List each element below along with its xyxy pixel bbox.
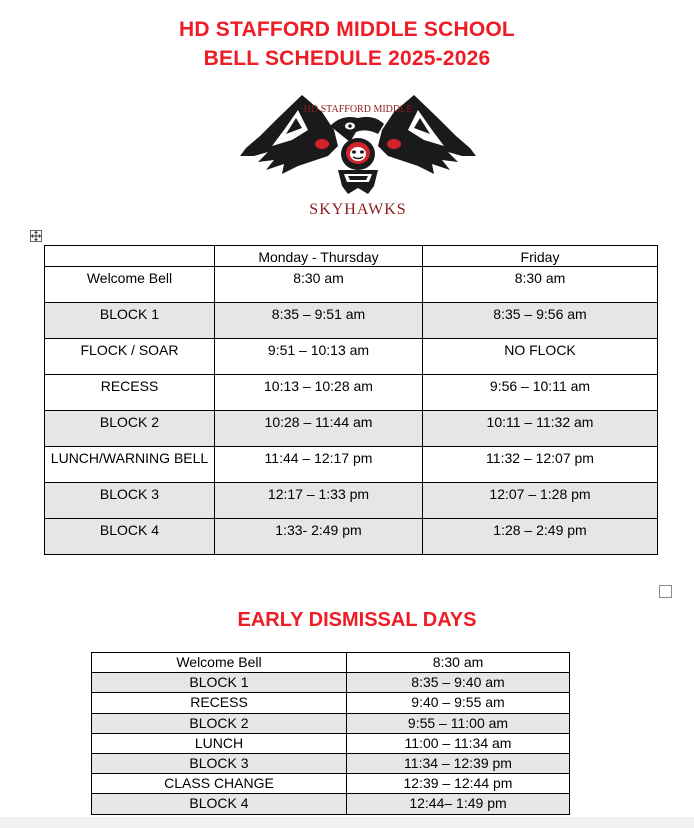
table-row (45, 339, 658, 375)
table-row (92, 733, 570, 753)
period-cell: CLASS CHANGE (92, 774, 347, 794)
period-cell: Welcome Bell (45, 267, 215, 303)
early-dismissal-title: EARLY DISMISSAL DAYS (237, 609, 477, 631)
time-cell: 12:44– 1:49 pm (347, 794, 570, 814)
time-cell: 8:35 – 9:40 am (347, 673, 570, 693)
table-resize-handle[interactable] (659, 585, 672, 598)
friday-time-cell: 11:32 – 12:07 pm (423, 447, 658, 483)
friday-time-cell: 8:30 am (423, 267, 658, 303)
period-cell: BLOCK 1 (92, 673, 347, 693)
period-cell: BLOCK 2 (45, 411, 215, 447)
period-cell: FLOCK / SOAR (45, 339, 215, 375)
time-cell: 9:40 – 9:55 am (347, 693, 570, 713)
mon-thu-time-cell: 1:33- 2:49 pm (215, 519, 423, 555)
early-dismissal-table (91, 652, 570, 815)
table-row (45, 267, 658, 303)
period-cell: BLOCK 2 (92, 713, 347, 733)
bell-schedule-table (44, 245, 658, 555)
mon-thu-time-cell: 12:17 – 1:33 pm (215, 483, 423, 519)
time-cell: 11:00 – 11:34 am (347, 733, 570, 753)
skyhawk-logo-icon (238, 90, 478, 220)
friday-time-cell: 8:35 – 9:56 am (423, 303, 658, 339)
mon-thu-time-cell: 10:13 – 10:28 am (215, 375, 423, 411)
time-cell: 9:55 – 11:00 am (347, 713, 570, 733)
table-row (45, 411, 658, 447)
period-cell: Welcome Bell (92, 653, 347, 673)
table-row (92, 673, 570, 693)
mon-thu-time-cell: 9:51 – 10:13 am (215, 339, 423, 375)
logo-bottom-text: SKYHAWKS (309, 201, 407, 218)
table-row (92, 753, 570, 773)
friday-time-cell: 10:11 – 11:32 am (423, 411, 658, 447)
table-header-row (45, 246, 658, 267)
period-cell: RECESS (92, 693, 347, 713)
table-row (45, 303, 658, 339)
header-cell-period (45, 246, 215, 267)
table-row (45, 483, 658, 519)
period-cell: BLOCK 4 (45, 519, 215, 555)
table-row (45, 447, 658, 483)
table-move-handle-icon[interactable] (30, 230, 42, 242)
table-row (92, 653, 570, 673)
time-cell: 12:39 – 12:44 pm (347, 774, 570, 794)
period-cell: LUNCH (92, 733, 347, 753)
header-cell-friday: Friday (423, 246, 658, 267)
time-cell: 8:30 am (347, 653, 570, 673)
period-cell: BLOCK 4 (92, 794, 347, 814)
friday-time-cell: NO FLOCK (423, 339, 658, 375)
time-cell: 11:34 – 12:39 pm (347, 753, 570, 773)
schedule-title: BELL SCHEDULE 2025-2026 (203, 47, 491, 70)
page-bottom-edge (0, 817, 694, 828)
mon-thu-time-cell: 10:28 – 11:44 am (215, 411, 423, 447)
friday-time-cell: 1:28 – 2:49 pm (423, 519, 658, 555)
school-title: HD STAFFORD MIDDLE SCHOOL (179, 18, 515, 41)
table-row (92, 693, 570, 713)
mon-thu-time-cell: 8:30 am (215, 267, 423, 303)
table-row (45, 519, 658, 555)
period-cell: BLOCK 1 (45, 303, 215, 339)
friday-time-cell: 12:07 – 1:28 pm (423, 483, 658, 519)
table-row (92, 713, 570, 733)
table-row (92, 794, 570, 814)
header-cell-mon-thu: Monday - Thursday (215, 246, 423, 267)
mon-thu-time-cell: 8:35 – 9:51 am (215, 303, 423, 339)
friday-time-cell: 9:56 – 10:11 am (423, 375, 658, 411)
period-cell: BLOCK 3 (92, 753, 347, 773)
table-row (92, 774, 570, 794)
table-row (45, 375, 658, 411)
mon-thu-time-cell: 11:44 – 12:17 pm (215, 447, 423, 483)
period-cell: LUNCH/WARNING BELL (45, 447, 215, 483)
period-cell: RECESS (45, 375, 215, 411)
logo-top-text: HD STAFFORD MIDDLE (303, 104, 413, 115)
period-cell: BLOCK 3 (45, 483, 215, 519)
